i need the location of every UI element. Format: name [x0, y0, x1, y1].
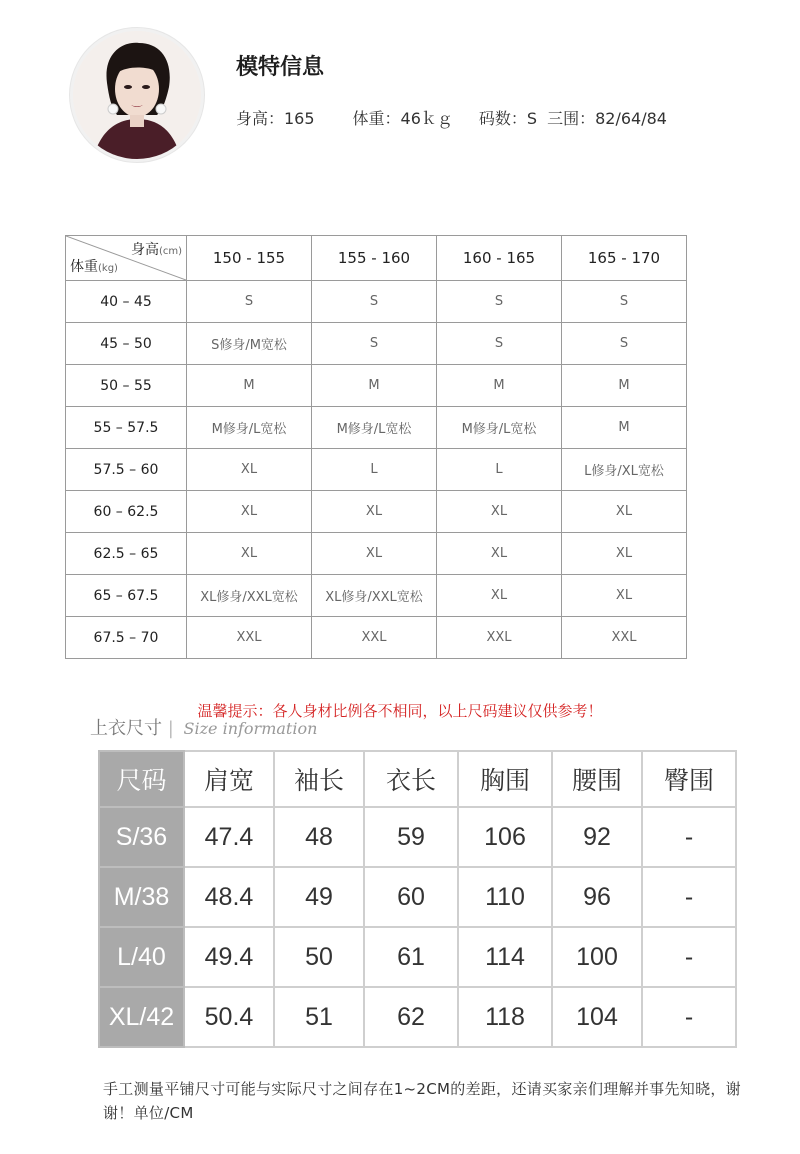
size-value-cell: 118 — [458, 987, 552, 1047]
size-cell: XL修身/XXL宽松 — [312, 575, 437, 617]
size-recommendation-table — [65, 235, 687, 659]
height-range-header: 160 - 165 — [437, 236, 562, 281]
size-cell: L — [312, 449, 437, 491]
model-height: 身高：165 — [236, 109, 315, 128]
size-cell: XL修身/XXL宽松 — [187, 575, 312, 617]
corner-height-unit: (cm) — [158, 246, 182, 257]
model-info-title: 模特信息 — [236, 55, 325, 80]
size-value-cell: 49.4 — [184, 927, 274, 987]
size-cell: S修身/M宽松 — [187, 323, 312, 365]
size-row — [99, 807, 736, 867]
rec-row — [66, 533, 687, 575]
size-value-cell: 50 — [274, 927, 364, 987]
size-value-cell: 51 — [274, 987, 364, 1047]
size-cell: L修身/XL宽松 — [562, 449, 687, 491]
weight-range-cell: 62.5 – 65 — [66, 533, 187, 575]
size-cell: S — [312, 281, 437, 323]
size-cell: S — [562, 281, 687, 323]
size-cell: S — [562, 323, 687, 365]
size-cell: XL — [312, 533, 437, 575]
weight-range-cell: 55 – 57.5 — [66, 407, 187, 449]
size-header-cell: 腰围 — [552, 751, 642, 807]
size-cell: M — [312, 365, 437, 407]
size-cell: XL — [437, 575, 562, 617]
size-row — [99, 867, 736, 927]
size-cell: XL — [562, 491, 687, 533]
size-cell: S — [437, 281, 562, 323]
size-row — [99, 987, 736, 1047]
size-cell: S — [312, 323, 437, 365]
size-header-cell: 衣长 — [364, 751, 458, 807]
size-value-cell: - — [642, 927, 736, 987]
size-label-cell: S/36 — [99, 807, 184, 867]
model-size: 码数：S — [478, 109, 538, 128]
rec-row — [66, 575, 687, 617]
size-label-cell: L/40 — [99, 927, 184, 987]
size-section-title-en: Size information — [183, 719, 318, 738]
size-value-cell: 47.4 — [184, 807, 274, 867]
height-range-header: 150 - 155 — [187, 236, 312, 281]
size-value-cell: 92 — [552, 807, 642, 867]
size-value-cell: - — [642, 867, 736, 927]
size-row — [99, 927, 736, 987]
size-cell: S — [187, 281, 312, 323]
size-cell: M修身/L宽松 — [312, 407, 437, 449]
measurement-note: 手工测量平铺尺寸可能与实际尺寸之间存在1~2CM的差距，还请买家亲们理解并事先知晓，谢谢！单位/CM — [103, 1080, 741, 1122]
size-value-cell: 62 — [364, 987, 458, 1047]
size-cell: XL — [562, 575, 687, 617]
size-value-cell: 48.4 — [184, 867, 274, 927]
size-cell: XL — [562, 533, 687, 575]
size-cell: XL — [187, 491, 312, 533]
rec-row — [66, 323, 687, 365]
size-value-cell: 110 — [458, 867, 552, 927]
size-cell: M — [562, 407, 687, 449]
size-cell: XXL — [437, 617, 562, 659]
size-cell: XL — [437, 533, 562, 575]
garment-size-table — [98, 750, 737, 1048]
size-value-cell: 50.4 — [184, 987, 274, 1047]
size-cell: M — [187, 365, 312, 407]
rec-row — [66, 281, 687, 323]
size-header-cell: 尺码 — [99, 751, 184, 807]
rec-row — [66, 407, 687, 449]
warm-tip: 温馨提示：各人身材比例各不相同，以上尺码建议仅供参考！ — [197, 702, 603, 720]
size-cell: M — [437, 365, 562, 407]
size-label-cell: M/38 — [99, 867, 184, 927]
size-value-cell: 59 — [364, 807, 458, 867]
size-cell: M修身/L宽松 — [187, 407, 312, 449]
size-value-cell: 96 — [552, 867, 642, 927]
weight-range-cell: 65 – 67.5 — [66, 575, 187, 617]
weight-range-cell: 45 – 50 — [66, 323, 187, 365]
size-cell: L — [437, 449, 562, 491]
rec-row — [66, 365, 687, 407]
size-value-cell: 61 — [364, 927, 458, 987]
size-cell: XXL — [562, 617, 687, 659]
corner-weight-label: 体重 — [70, 259, 98, 275]
rec-row — [66, 617, 687, 659]
rec-row — [66, 449, 687, 491]
size-value-cell: 49 — [274, 867, 364, 927]
size-cell: XL — [187, 449, 312, 491]
size-value-cell: - — [642, 807, 736, 867]
model-weight: 体重：46ｋｇ — [352, 109, 453, 128]
rec-header-row — [66, 236, 687, 281]
corner-height-label: 身高 — [130, 242, 159, 258]
size-header-cell: 臀围 — [642, 751, 736, 807]
weight-range-cell: 60 – 62.5 — [66, 491, 187, 533]
size-section-title-cn: 上衣尺寸 — [90, 718, 162, 739]
size-value-cell: 104 — [552, 987, 642, 1047]
height-range-header: 155 - 160 — [312, 236, 437, 281]
size-value-cell: 106 — [458, 807, 552, 867]
size-cell: XL — [437, 491, 562, 533]
size-header-cell: 袖长 — [274, 751, 364, 807]
size-section-title: 上衣尺寸 | Size information — [90, 718, 318, 739]
size-cell: XL — [187, 533, 312, 575]
weight-range-cell: 67.5 – 70 — [66, 617, 187, 659]
height-range-header: 165 - 170 — [562, 236, 687, 281]
size-label-cell: XL/42 — [99, 987, 184, 1047]
corner-weight-unit: (kg) — [98, 263, 118, 274]
size-value-cell: 48 — [274, 807, 364, 867]
size-cell: M — [562, 365, 687, 407]
size-cell: XXL — [187, 617, 312, 659]
size-cell: XL — [312, 491, 437, 533]
weight-range-cell: 57.5 – 60 — [66, 449, 187, 491]
size-header-row — [99, 751, 736, 807]
weight-range-cell: 40 – 45 — [66, 281, 187, 323]
size-cell: M修身/L宽松 — [437, 407, 562, 449]
model-measurements: 三围：82/64/84 — [547, 109, 667, 128]
size-value-cell: 100 — [552, 927, 642, 987]
model-info-line — [236, 106, 667, 129]
size-value-cell: - — [642, 987, 736, 1047]
size-header-cell: 胸围 — [458, 751, 552, 807]
size-value-cell: 114 — [458, 927, 552, 987]
rec-row — [66, 491, 687, 533]
model-avatar — [70, 28, 204, 162]
weight-range-cell: 50 – 55 — [66, 365, 187, 407]
size-cell: XXL — [312, 617, 437, 659]
rec-corner-cell — [66, 236, 187, 281]
size-cell: S — [437, 323, 562, 365]
size-value-cell: 60 — [364, 867, 458, 927]
size-header-cell: 肩宽 — [184, 751, 274, 807]
